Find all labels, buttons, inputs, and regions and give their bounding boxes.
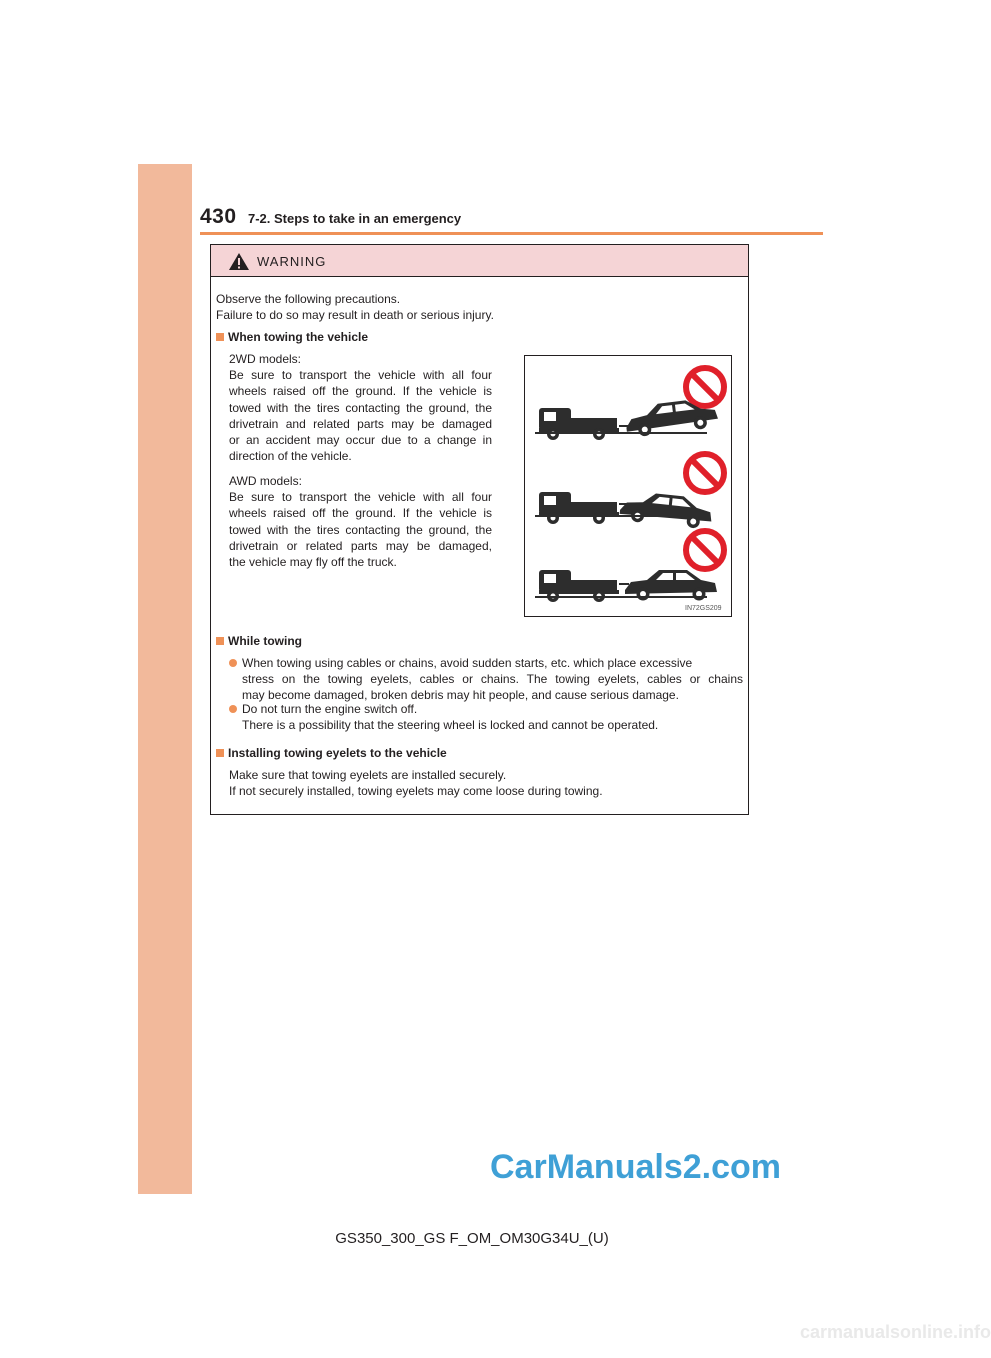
warning-header xyxy=(211,245,748,277)
towing-illustration-svg xyxy=(525,356,731,616)
scene-all-wheels-down xyxy=(535,531,724,602)
chapter-side-tab xyxy=(138,164,192,1194)
watermark-logo: CarManuals2.com xyxy=(490,1148,781,1186)
bullet-1-line: stress on the towing eyelets, cables or chains. The towing eyelets, cables or chains xyxy=(242,672,743,686)
twowd-line: Be sure to transport the vehicle with all four xyxy=(229,368,492,382)
while-towing-heading xyxy=(216,633,302,649)
square-bullet-icon xyxy=(216,333,224,341)
square-bullet-icon xyxy=(216,637,224,645)
bullet-2-line: Do not turn the engine switch off. xyxy=(242,702,418,716)
bullet-1-line: may become damaged, broken debris may hit people, and cause serious damage. xyxy=(242,688,679,703)
awd-paragraph xyxy=(229,489,492,570)
round-bullet-icon xyxy=(229,705,237,713)
round-bullet-icon xyxy=(229,659,237,667)
scene-front-wheels-down xyxy=(535,368,724,440)
awd-line: the vehicle may fly off the truck. xyxy=(229,555,397,570)
doc-code: GS350_300_GS F_OM_OM30G34U_(U) xyxy=(335,1230,609,1247)
bullet-1-line: When towing using cables or chains, avoid sudden starts, etc. which place excessive xyxy=(242,656,693,670)
eyelets-heading-text: Installing towing eyelets to the vehicle xyxy=(228,746,447,760)
twowd-line: wheels raised off the ground. If the vehicle is xyxy=(229,384,492,399)
warning-triangle-icon xyxy=(228,252,250,271)
twowd-line: direction of the vehicle. xyxy=(229,449,352,464)
twowd-line: drivetrain and related parts may be damaged xyxy=(229,416,492,431)
twowd-label: 2WD models: xyxy=(229,352,302,366)
eyelets-heading xyxy=(216,745,447,761)
awd-line: towed with the tires contacting the ground, the xyxy=(229,522,492,537)
bullet-2 xyxy=(229,701,417,717)
towing-heading-text: When towing the vehicle xyxy=(228,330,369,344)
page-header xyxy=(200,205,824,235)
while-towing-heading-text: While towing xyxy=(228,634,302,648)
warning-intro-2: Failure to do so may result in death or serious injury. xyxy=(216,308,494,322)
awd-line: Be sure to transport the vehicle with all four xyxy=(229,490,492,504)
bullet-2-line: There is a possibility that the steering wheel is locked and cannot be operated. xyxy=(242,718,659,732)
page-number: 430 xyxy=(200,205,237,228)
section-title: 7-2. Steps to take in an emergency xyxy=(248,211,462,226)
header-rule xyxy=(200,232,823,235)
illustration-code: IN72GS209 xyxy=(685,605,722,612)
eyelets-line: Make sure that towing eyelets are installed securely. xyxy=(229,768,507,782)
warning-label: WARNING xyxy=(257,254,327,269)
scene-rear-wheels-down xyxy=(535,454,724,530)
awd-label: AWD models: xyxy=(229,474,302,488)
towing-illustration xyxy=(524,355,732,617)
towing-heading xyxy=(216,329,368,345)
warning-intro-1: Observe the following precautions. xyxy=(216,292,401,306)
twowd-paragraph xyxy=(229,367,492,465)
bullet-1-continued xyxy=(242,671,743,704)
twowd-line: or an accident may occur due to a change in xyxy=(229,433,492,448)
footer xyxy=(0,1230,960,1247)
awd-line: drivetrain or related parts may be damaged, xyxy=(229,538,492,553)
twowd-line: towed with the tires contacting the ground, the xyxy=(229,400,492,415)
eyelets-line: If not securely installed, towing eyelets may come loose during towing. xyxy=(229,784,603,798)
bullet-1 xyxy=(229,655,692,671)
awd-line: wheels raised off the ground. If the vehicle is xyxy=(229,506,492,521)
square-bullet-icon xyxy=(216,749,224,757)
watermark-site: carmanualsonline.info xyxy=(800,1322,991,1342)
